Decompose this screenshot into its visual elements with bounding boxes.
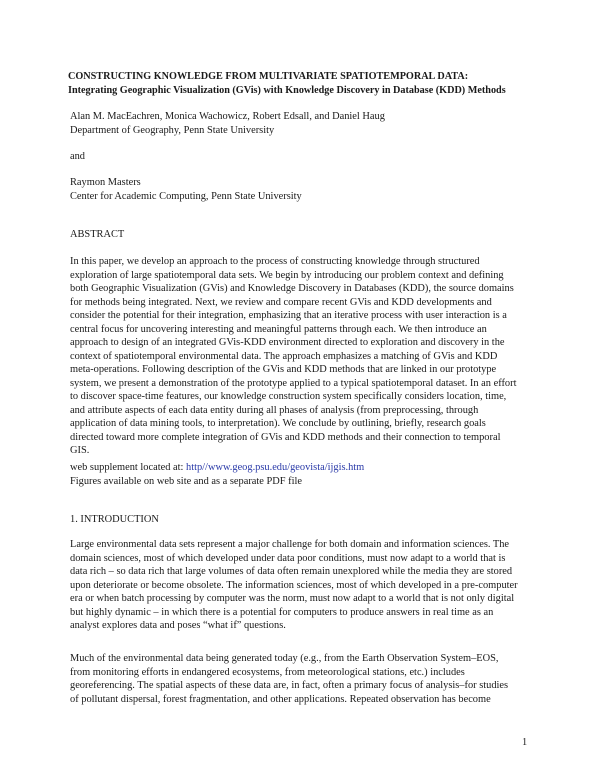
paragraph-line: upon deteriorate or become obsolete. The information sciences, most of which developed in a pre-computer	[70, 579, 518, 591]
supplement-link[interactable]: http//www.geog.psu.edu/geovista/ijgis.htm	[186, 462, 365, 473]
abstract-line: for methods being integrated. Next, we review and compare recent GVis and KDD developments and	[70, 296, 492, 308]
second-author-block	[70, 176, 540, 203]
second-author-name: Raymon Masters	[70, 177, 141, 188]
paragraph-line: georeferencing. The spatial aspects of these data are, in fact, often a primary focus of analysis–for studies	[70, 680, 509, 691]
abstract-heading: ABSTRACT	[70, 229, 125, 240]
abstract-line: consider the potential for their integration, emphasizing that an iterative process with user interaction is a	[70, 310, 507, 321]
paragraph-line: Large environmental data sets represent a major challenge for both domain and information sciences. The	[70, 539, 510, 550]
abstract-line: to discover space-time features, our knowledge construction system specifically considers location, time,	[70, 391, 507, 402]
author-block	[70, 110, 540, 137]
supplement-prefix: web supplement located at:	[70, 462, 186, 473]
abstract-line: system, we present a demonstration of the prototype applied to a typical spatiotemporal dataset. In an effort	[70, 377, 517, 389]
paragraph-line: era or when batch processing by computer was the norm, must now adapt to a world that is not only digital	[70, 593, 515, 604]
paragraph-line: Much of the environmental data being generated today (e.g., from the Earth Observation System–EOS,	[70, 653, 499, 664]
author-names: Alan M. MacEachren, Monica Wachowicz, Robert Edsall, and Daniel Haug	[70, 111, 385, 122]
abstract-line: In this paper, we develop an approach to the process of constructing knowledge through structured	[70, 256, 480, 267]
second-author-affiliation: Center for Academic Computing, Penn State University	[70, 190, 302, 202]
abstract-line: exploration of large spatiotemporal data sets. We begin by introducing our problem context and defining	[70, 269, 504, 281]
paragraph-line: from monitoring efforts in endangered ecosystems, from meteorological stations, etc.) includes	[70, 666, 465, 678]
title-line-2: Integrating Geographic Visualization (GVis) with Knowledge Discovery in Database (KDD) Methods	[68, 85, 506, 96]
paragraph-line: data rich – so data rich that large volumes of data often remain unexplored while the media they are stored	[70, 566, 513, 577]
abstract-line: central focus for uncovering interesting and meaningful patterns through each. We then introduce an	[70, 323, 487, 335]
section-heading-introduction: 1. INTRODUCTION	[70, 514, 159, 525]
abstract-line: application of data mining tools, to interpretation). We conclude by outlining, briefly, research goals	[70, 418, 486, 429]
figures-note: Figures available on web site and as a separate PDF file	[70, 475, 302, 487]
paragraph-line: of pollutant dispersal, forest fragmentation, and other applications. Repeated observation has become	[70, 693, 491, 705]
abstract-line: directed toward more complete integration of GVis and KDD methods and their connection to temporal	[70, 431, 501, 443]
abstract-line: and attribute aspects of each data entity during all phases of analysis (from preprocessing, through	[70, 404, 479, 416]
author-conjunction: and	[70, 151, 86, 162]
page-number: 1	[522, 737, 528, 748]
abstract-line: GIS.	[70, 445, 90, 456]
abstract-line: context of spatiotemporal environmental data. The approach emphasizes a matching of GVis and KDD	[70, 350, 498, 362]
abstract-line: both Geographic Visualization (GVis) and Knowledge Discovery in Databases (KDD), the source domains	[70, 283, 514, 294]
title-line-1: CONSTRUCTING KNOWLEDGE FROM MULTIVARIATE SPATIOTEMPORAL DATA:	[68, 71, 469, 82]
abstract-body	[70, 255, 540, 458]
intro-paragraph-1	[70, 538, 540, 633]
paragraph-line: but highly dynamic – in which there is a potential for computers to produce answers in real time as an	[70, 606, 494, 618]
paragraph-line: domain sciences, most of which developed under data poor conditions, must now adapt to a world that is	[70, 552, 506, 564]
abstract-line: approach to design of an integrated GVis-KDD environment directed to exploration and discovery in the	[70, 337, 505, 348]
supplement-block	[70, 461, 540, 488]
abstract-line: meta-operations. Following description of the GVis and KDD methods that are linked in our prototype	[70, 364, 497, 375]
supplement-line	[70, 461, 540, 475]
author-affiliation: Department of Geography, Penn State University	[70, 124, 275, 136]
paper-title	[68, 70, 548, 98]
intro-paragraph-2	[70, 652, 540, 706]
paragraph-line: analyst explores data and poses “what if” questions.	[70, 620, 286, 631]
